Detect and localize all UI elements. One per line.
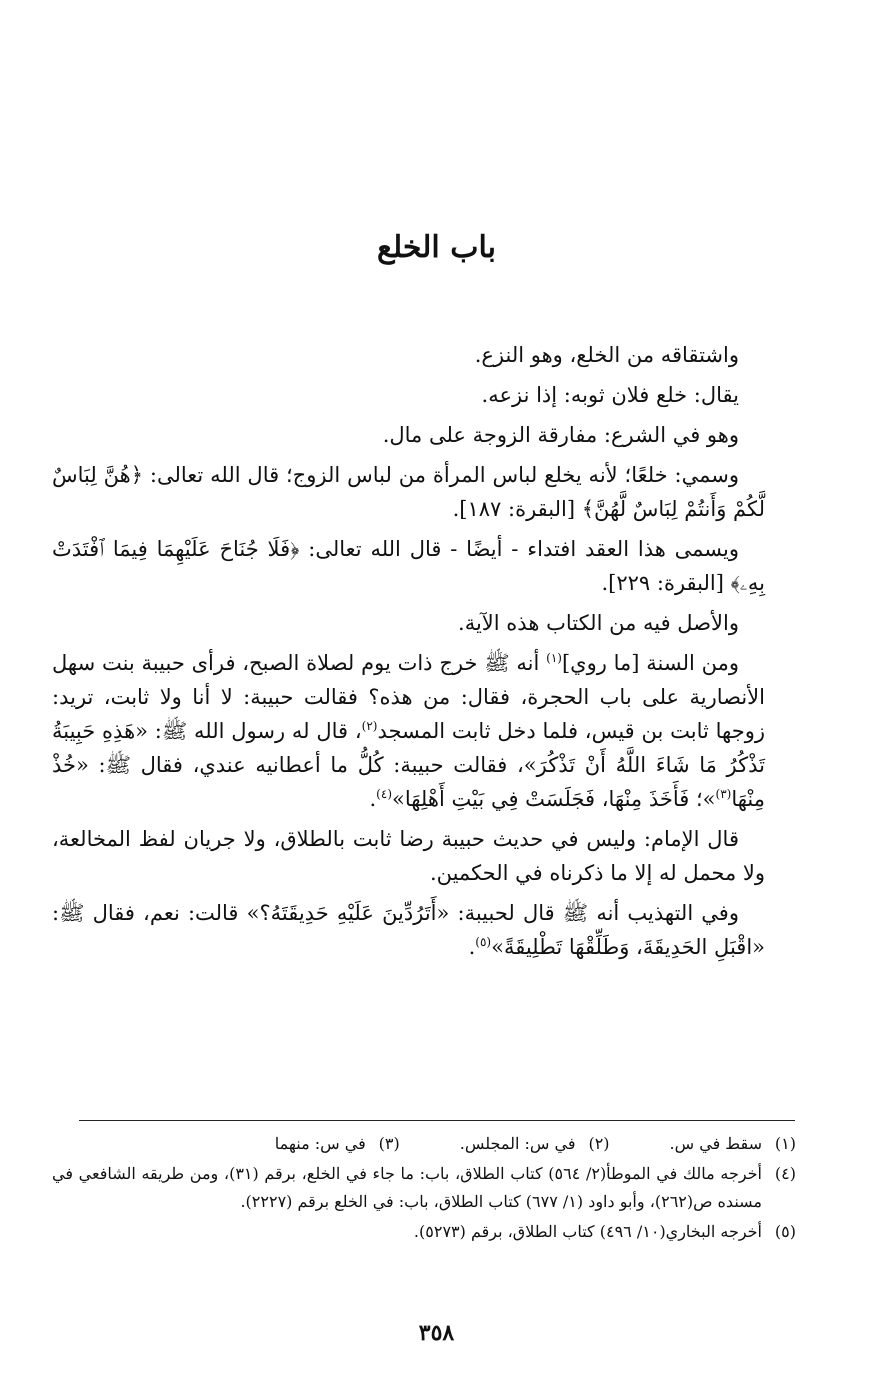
- paragraph-hadith: [52, 646, 765, 816]
- footnote-number: (٣): [378, 1134, 400, 1153]
- paragraph-iftida: ويسمى هذا العقد افتداء - أيضًا - قال الله تعالى: ﴿فَلَا جُنَاحَ عَلَيْهِمَا فِيمَا ٱفْتَدَتْ بِهِۦ﴾ [البقرة: ٢٢٩].: [52, 537, 765, 595]
- footnote-text: في س: المجلس.: [459, 1134, 576, 1153]
- hadith-text-5: .: [369, 787, 377, 811]
- paragraph-origin: والأصل فيه من الكتاب هذه الآية.: [458, 611, 739, 635]
- chapter-title: باب الخلع: [377, 230, 496, 265]
- paragraph-naming: وسمي: خلعًا؛ لأنه يخلع لباس المرأة من لباس الزوج؛ قال الله تعالى: ﴿هُنَّ لِبَاسٌ لَّكُمْ وَأَنتُمْ لِبَاسٌ لَّهُنَّ﴾ [البقرة: ١٨٧].: [52, 463, 765, 521]
- footnote-number: (١): [774, 1134, 796, 1153]
- footnote-ref-5: (٥): [475, 935, 492, 949]
- footnote-3: [275, 1130, 400, 1158]
- paragraph-imam: قال الإمام: وليس في حديث حبيبة رضا ثابت بالطلاق، ولا جريان لفظ المخالعة، ولا محمل له إلا ما ذكرناه في الحكمين.: [52, 827, 765, 885]
- paragraph-usage: يقال: خلع فلان ثوبه: إذا نزعه.: [481, 383, 739, 407]
- footnote-ref-2: (٢): [361, 719, 378, 733]
- footnote-4: [52, 1160, 796, 1216]
- footnote-ref-4: (٤): [376, 787, 392, 801]
- footnote-text: أخرجه البخاري(١٠/ ٤٩٦) كتاب الطلاق، برقم (٥٢٧٣).: [413, 1222, 762, 1241]
- hadith-text-4: »؛ فَأَخَذَ مِنْهَا، فَجَلَسَتْ فِي بَيْتِ أَهْلِهَا»: [392, 787, 716, 811]
- footnote-row-short: [52, 1130, 796, 1158]
- page-number: ٣٥٨: [418, 1320, 455, 1346]
- hadith-text-2: أنه ﷺ خرج ذات يوم لصلاة الصبح، فرأى حبيبة بنت سهل الأنصارية على باب الحجرة، فقال: من هذه؟ فقالت حبيبة: لا أنا ولا ثابت، تريد: زوجها ثابت بن قيس، فلما دخل ثابت المسجد: [52, 651, 765, 743]
- footnote-ref-3: (٣): [715, 787, 732, 801]
- footnote-5: [52, 1218, 796, 1246]
- tahdhib-end: .: [468, 935, 476, 959]
- hadith-text-1: ومن السنة [ما روي]: [561, 651, 740, 675]
- paragraph-tahdhib: [52, 896, 765, 964]
- footnote-ref-1: (١): [546, 651, 562, 665]
- main-text: [52, 338, 765, 970]
- footnote-text: أخرجه مالك في الموطأ(٢/ ٥٦٤) كتاب الطلاق، باب: ما جاء في الخلع، برقم (٣١)، ومن طريقه الشافعي في مسنده ص(٢٦٢)، وأبو داود (١/ ٦٧٧) كتاب الطلاق، باب: في الخلع برقم (٢٢٢٧).: [52, 1164, 762, 1211]
- footnote-number: (٥): [774, 1222, 796, 1241]
- hadith-text-3: ، قال له رسول الله ﷺ: «هَذِهِ حَبِيبَةُ تَذْكُرُ مَا شَاءَ اللَّهُ أَنْ تَذْكُرَ»، فقالت حبيبة: كُلُّ ما أعطانيه عندي، فقال ﷺ: «خُذْ مِنْهَا: [52, 719, 765, 811]
- footnotes: [52, 1130, 796, 1248]
- tahdhib-text: وفي التهذيب أنه ﷺ قال لحبيبة: «أَتَرُدِّينَ عَلَيْهِ حَدِيقَتَهُ؟» قالت: نعم، فقال ﷺ: «اقْبَلِ الحَدِيقَةَ، وَطَلِّقْهَا تَطْلِيقَةً»: [52, 901, 765, 959]
- paragraph-etymology: واشتقاقه من الخلع، وهو النزع.: [474, 343, 739, 367]
- footnote-divider: [79, 1120, 795, 1121]
- footnote-number: (٢): [588, 1134, 610, 1153]
- footnote-2: [460, 1130, 610, 1158]
- footnote-number: (٤): [774, 1164, 796, 1183]
- footnote-1: [670, 1130, 796, 1158]
- paragraph-definition: وهو في الشرع: مفارقة الزوجة على مال.: [382, 423, 739, 447]
- footnote-text: سقط في س.: [669, 1134, 762, 1153]
- footnote-text: في س: منهما: [274, 1134, 366, 1153]
